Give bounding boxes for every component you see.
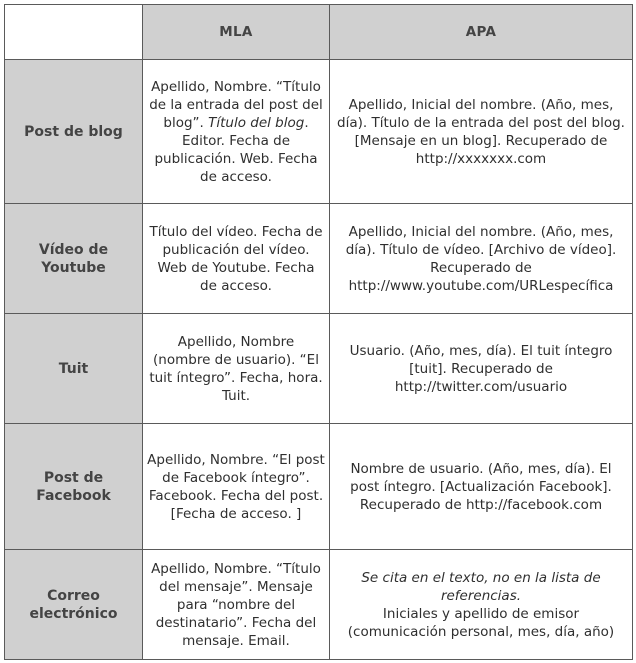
citation-table	[4, 4, 633, 660]
corner-cell	[5, 5, 143, 60]
table-row-tuit	[5, 314, 633, 424]
column-header-mla: MLA	[143, 5, 330, 60]
apa-cell-email	[330, 550, 633, 660]
row-label-facebook: Post de Facebook	[5, 424, 143, 550]
column-header-apa: APA	[330, 5, 633, 60]
mla-cell-email: Apellido, Nombre. “Título del mensaje”. Mensaje para “nombre del destinatario”. Fecha del mensaje. Email.	[143, 550, 330, 660]
mla-blog-text-end: . Editor. Fecha de publicación. Web. Fecha de acceso.	[154, 114, 318, 185]
table-row-youtube	[5, 204, 633, 314]
row-label-blog: Post de blog	[5, 60, 143, 204]
mla-cell-tuit: Apellido, Nombre (nombre de usuario). “El tuit íntegro”. Fecha, hora. Tuit.	[143, 314, 330, 424]
mla-cell-facebook: Apellido, Nombre. “El post de Facebook íntegro”. Facebook. Fecha del post. [Fecha de acceso. ]	[143, 424, 330, 550]
mla-cell-blog	[143, 60, 330, 204]
row-label-youtube: Vídeo de Youtube	[5, 204, 143, 314]
table-row-email	[5, 550, 633, 660]
apa-email-text: Iniciales y apellido de emisor (comunicación personal, mes, día, año)	[347, 605, 615, 640]
row-label-tuit: Tuit	[5, 314, 143, 424]
row-label-email: Correo electrónico	[5, 550, 143, 660]
mla-blog-italic-title: Título del blog	[208, 114, 305, 131]
apa-cell-youtube: Apellido, Inicial del nombre. (Año, mes, día). Título de vídeo. [Archivo de vídeo]. Recuperado de http://www.youtube.com/URLespecífica	[330, 204, 633, 314]
table-row-blog	[5, 60, 633, 204]
apa-cell-tuit: Usuario. (Año, mes, día). El tuit íntegro [tuit]. Recuperado de http://twitter.com/usuario	[330, 314, 633, 424]
apa-cell-facebook: Nombre de usuario. (Año, mes, día). El post íntegro. [Actualización Facebook]. Recuperado de http://facebook.com	[330, 424, 633, 550]
table-header-row	[5, 5, 633, 60]
apa-email-italic-note: Se cita en el texto, no en la lista de referencias.	[361, 569, 601, 604]
mla-blog-text-start: Apellido, Nombre. “Título de la entrada del post del blog”.	[149, 78, 323, 131]
apa-cell-blog: Apellido, Inicial del nombre. (Año, mes, día). Título de la entrada del post del blog. [Mensaje en un blog]. Recuperado de http://xxxxxxx.com	[330, 60, 633, 204]
mla-cell-youtube: Título del vídeo. Fecha de publicación del vídeo. Web de Youtube. Fecha de acceso.	[143, 204, 330, 314]
table-row-facebook	[5, 424, 633, 550]
